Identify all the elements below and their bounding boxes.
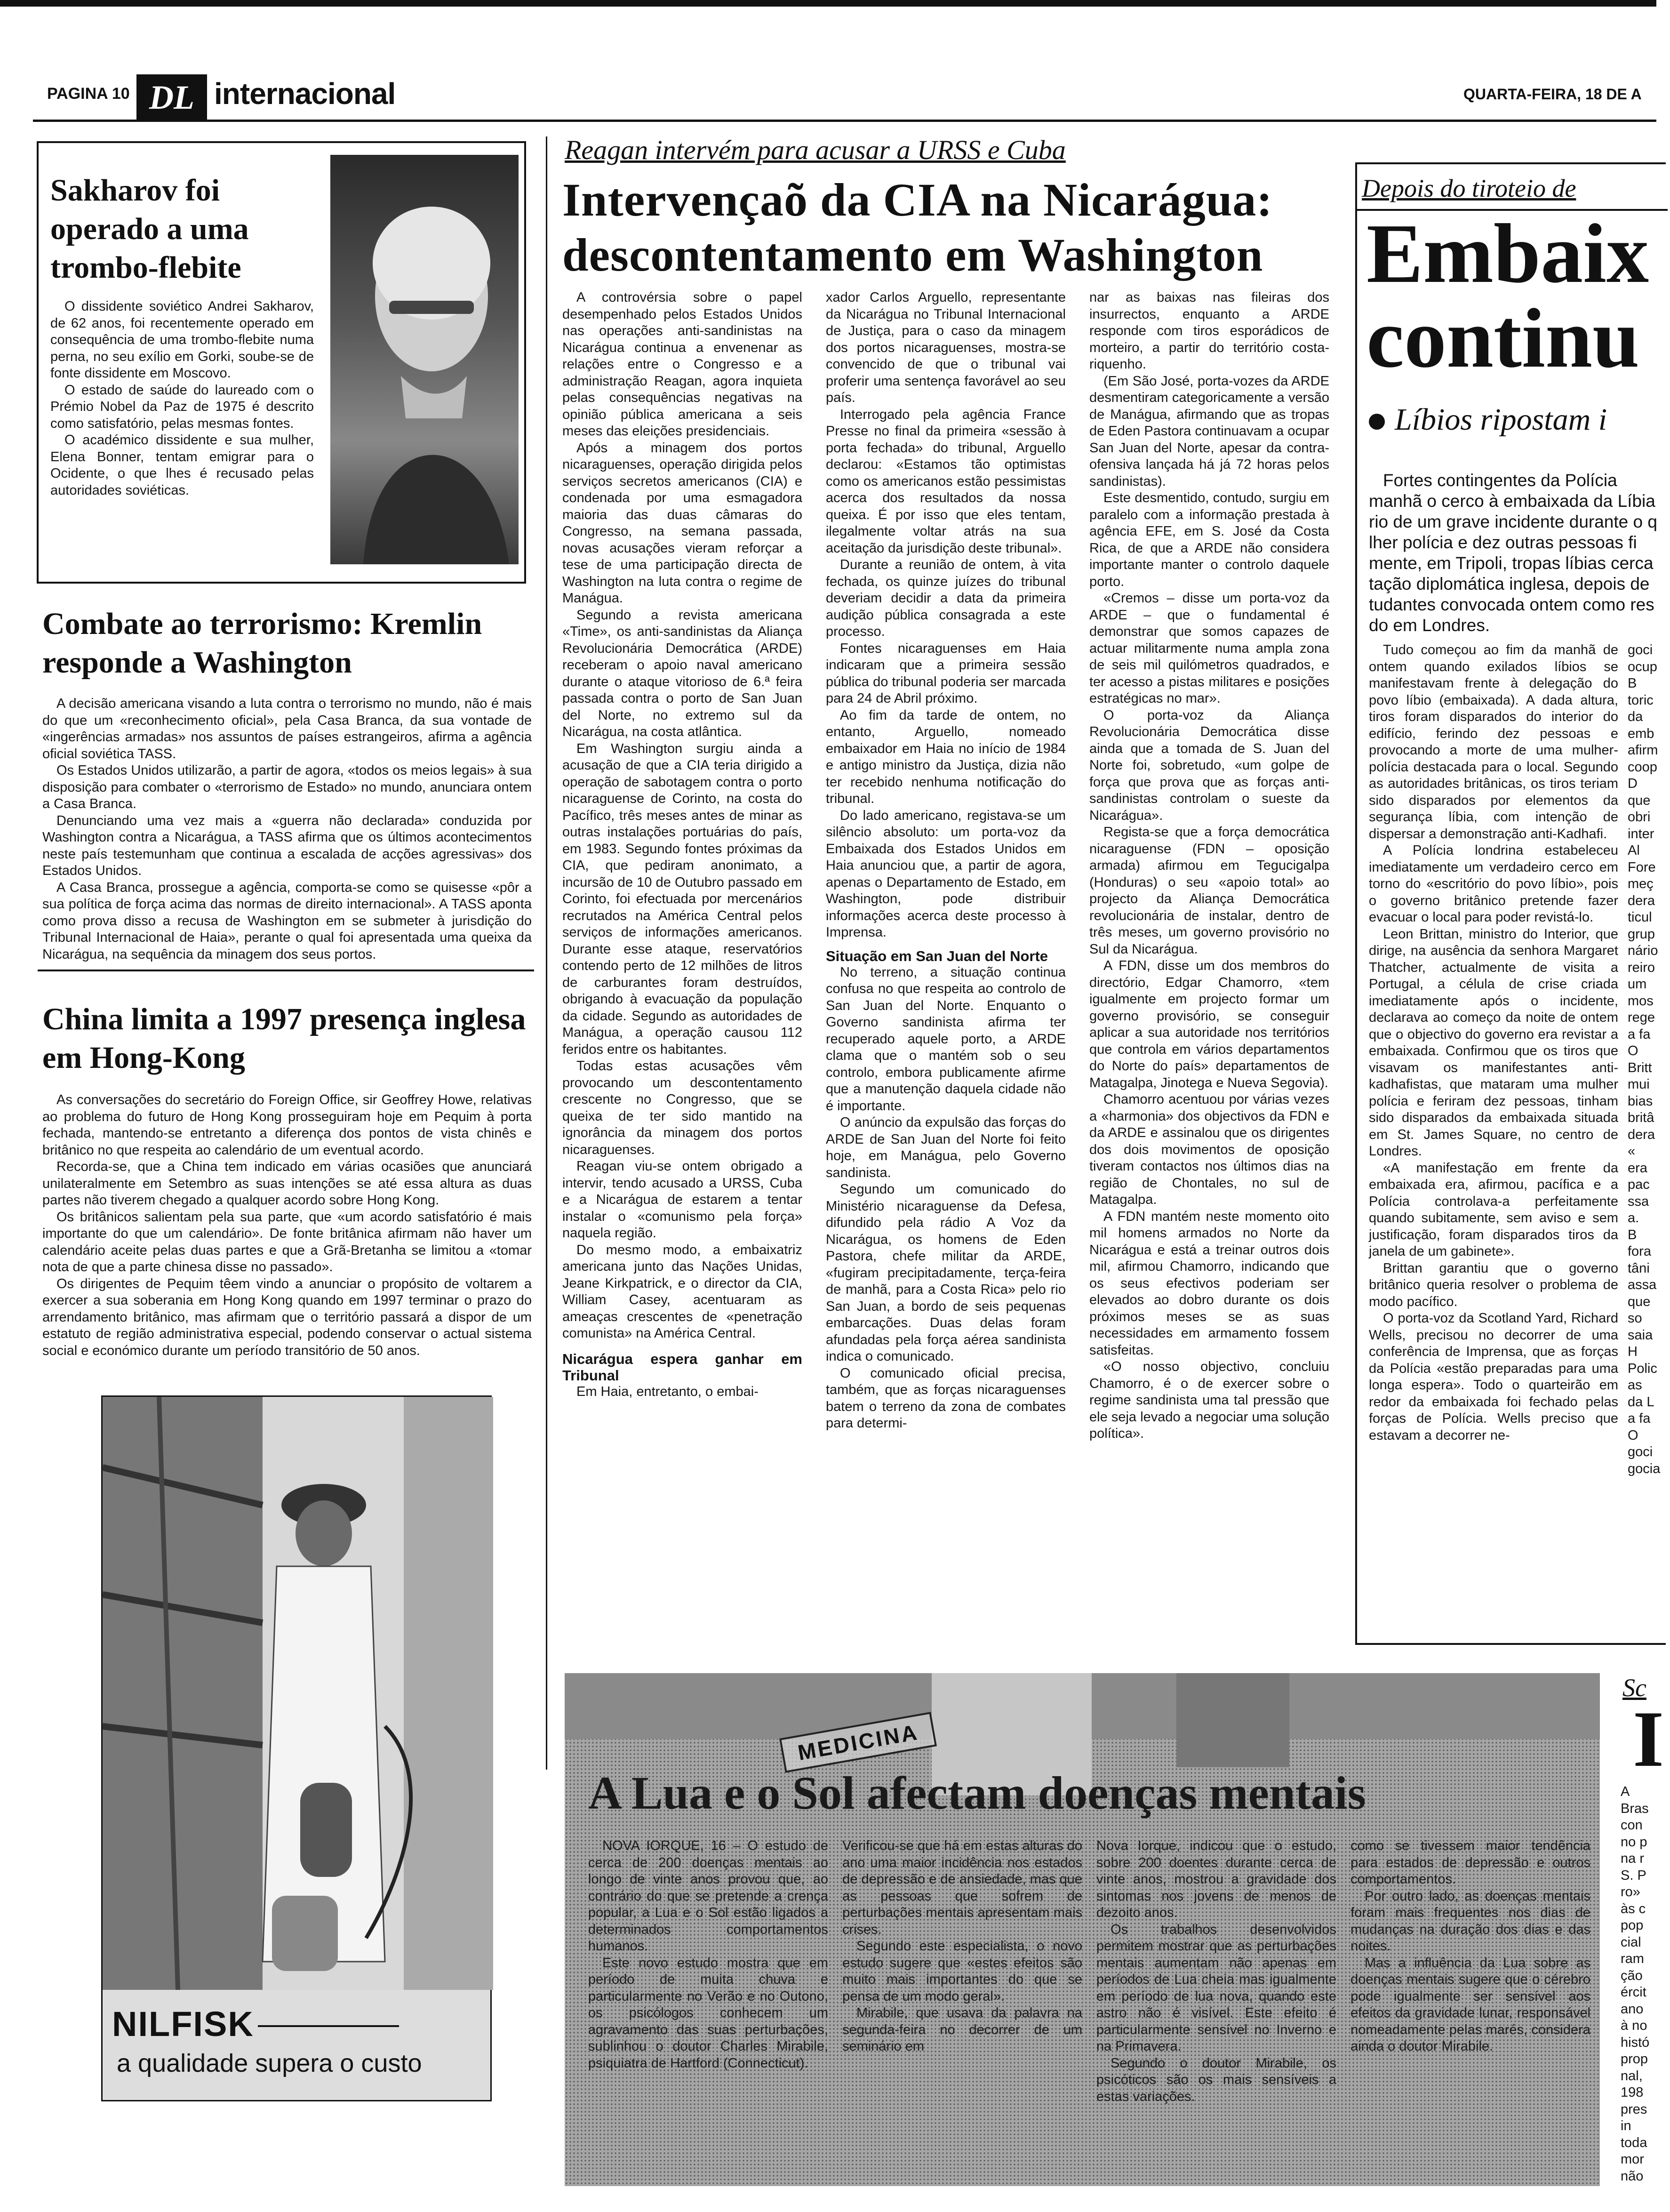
cia-headline-line1: Intervençaõ da CIA na Nicarágua: [562,174,1273,226]
truncated-line: pop [1621,1918,1644,1933]
truncated-line: H [1628,1344,1638,1359]
truncated-line: con [1621,1818,1643,1833]
section-stamp: MEDICINA [779,1712,937,1773]
truncated-line: na r [1621,1851,1644,1866]
truncated-line: S. P [1621,1867,1646,1883]
truncated-line: a fa [1628,1411,1651,1426]
terrorismo-paragraph: Denunciando uma vez mais a «guerra não declarada» conduzida por Washington contra a Nicarágua, a TASS afirma que os últimos acontecimentos neste país testemunham que continua a escalada de acções agressivas» dos Estados Unidos. [42,813,532,878]
truncated-line: tâni [1628,1260,1650,1276]
embaixada-box [1355,162,1666,1645]
embaixada-column-1 [1369,642,1618,1635]
lead-line: lher polícia e dez outras pessoas fi [1369,533,1637,552]
embaixada-kicker: Depois do tiroteio de [1362,174,1576,202]
lead-line: do em Londres. [1369,616,1490,635]
truncated-line: nário [1628,943,1658,958]
truncated-line: « [1628,1144,1636,1159]
truncated-line: que [1628,1294,1651,1309]
cia-paragraph: Este desmentido, contudo, surgiu em paralelo com a informação prestada à agência EFE, em S. José da Costa Rica, de que a ARDE não considera importante manter o controlo daquele porto. [1089,490,1329,589]
lead-line: mente, em Tripoli, tropas líbias cerca [1369,553,1654,573]
lua-column-2 [842,1838,1082,2177]
truncated-line: gocia [1628,1461,1661,1476]
truncated-line: ticul [1628,910,1652,925]
lead-line: tação diplomática inglesa, depois de [1369,574,1650,593]
truncated-line: Polic [1628,1361,1657,1376]
embaixada-subtitle: Líbios ripostam i [1395,402,1607,437]
lead-line: tudantes convocada ontem como res [1369,595,1654,614]
truncated-line: meç [1628,876,1654,891]
sakharov-body [50,298,314,578]
truncated-line: a fa [1628,1026,1651,1042]
truncated-line: D [1628,776,1638,791]
truncated-line: grup [1628,926,1655,942]
truncated-line: B [1628,1227,1637,1242]
cia-paragraph: Em Washington surgiu ainda a acusação de que a CIA teria dirigido a operação de sabotagem contra o porto nicaraguense de Corinto, na costa do Pacífico, três meses antes de minar as outras instalações portuárias do país, em 1983. Segundo fontes próximas da CIA, que pediram anonimato, a incursão de 10 de Outubro passado em Corinto, foi efectuada por mercenários recrutados na América Central pelos serviços de informações americanos. Durante esse ataque, reservatórios contendo perto de 12 milhões de litros de carburantes foram destruídos, obrigando à evacuação da população da cidade. Segundo as autoridades de Manágua, a operação causou 112 feridos entre os habitantes. [562,741,802,1057]
china-paragraph: As conversações do secretário do Foreign Office, sir Geoffrey Howe, relativas ao problema do futuro de Hong Kong prosseguiram hoje em Pequim à porta fechada, mantendo-se entretanto a diferença dos pontos de vista chinês e britânico no que respeita ao calendário de um eventual acordo. [42,1092,532,1158]
cia-headline-line2: descontentamento em Washington [562,229,1263,281]
right-text-column [1621,1784,1658,2188]
china-paragraph: Os dirigentes de Pequim têem vindo a anunciar o propósito de voltarem a exercer a sua soberania em Hong Kong quando em 1997 terminar o prazo do arrendamento britânico, mas afirmam que o território passará a dispor de um estatuto de região administrativa especial, podendo conservar o actual sistema social e económico durante um período transitório de 50 anos. [42,1276,532,1358]
cia-paragraph: Do mesmo modo, a embaixatriz americana junto das Nações Unidas, Jeane Kirkpatrick, e o director da CIA, William Casey, acentuaram as ameaças crescentes de «penetração comunista» na América Central. [562,1242,802,1341]
cia-paragraph: xador Carlos Arguello, representante da Nicarágua no Tribunal Internacional de Justiça, para o caso da minagem dos portos nicaraguenses, mostra-se convencido de que o tribunal vai proferir uma sentença favorável ao seu país. [826,290,1066,405]
embaixada-headline-line1: Embaix [1366,207,1649,300]
truncated-line: era [1628,1160,1647,1176]
cia-paragraph: Segundo um comunicado do Ministério nicaraguense da Defesa, difundido pela rádio A Voz da Nicarágua, os homens de Eden Pastora, chefe militar da ARDE, «fugiram precipitadamente, terça-feira de manhã, para a Costa Rica» pelo rio San Juan, a bordo de seis pequenas embarcações. Duas delas foram afundadas pela força aérea sandinista indica o comunicado. [826,1182,1066,1364]
sakharov-headline: Sakharov foi operado a uma trombo-flebite [50,173,249,285]
nilfisk-ad [101,1395,492,2101]
embaixada-paragraph: Tudo começou ao fim da manhã de ontem quando exilados líbios se manifestavam frente à delegação do povo líbio (embaixada). A dada altura, tiros foram disparados do interior do edifício, ferindo dez pessoas e provocando a morte de uma mulher-polícia destacada para o local. Segundo as autoridades britânicas, os tiros teriam sido disparados por elementos da segurança líbia, com intenção de dispersar a demonstração anti-Kadhafi. [1369,642,1618,842]
china-paragraph: Os britânicos salientam pela sua parte, que «um acordo satisfatório é mais importante do que um calendário». De fonte britânica afirmam não haver um calendário aceite pelas duas partes e que a Grã-Bretanha se limitou a «tomar nota de que a parte chinesa disse no passado». [42,1209,532,1274]
ad-photo [103,1397,493,1990]
china-paragraph: Recorda-se, que a China tem indicado em várias ocasiões que anunciará unilateralmente em Setembro as suas intenções se até essa altura as duas partes não tiverem chegado a qualquer acordo sobre Hong Kong. [42,1159,532,1208]
sakharov-paragraph: O estado de saúde do laureado com o Prémio Nobel da Paz de 1975 é descrito como satisfatório, pelas mesmas fontes. [50,382,314,431]
cia-column-3 [1089,289,1329,1635]
cia-paragraph: O anúncio da expulsão das forças do ARDE de San Juan del Norte foi feito hoje, em Manágua, pelo Governo sandinista. [826,1115,1066,1180]
truncated-line: ércit [1621,1985,1646,2000]
right-headline: I [1633,1695,1664,1783]
cia-paragraph: A FDN mantém neste momento oito mil homens armados no Norte da Nicarágua e está a treinar outros dois mil, afirmou Chamorro, indicando que os seus efectivos poderiam ser elevados ao dobro durante os dois próximos meses se as suas necessidades em armamento fossem satisfeitas. [1089,1209,1329,1358]
ad-brand: NILFISK [112,2004,254,2044]
cia-paragraph: Segundo a revista americana «Time», os anti-sandinistas da Aliança Revolucionária Democrática (ARDE) receberam o apoio naval americano durante o ataque vitorioso de 6.ª feira passada contra o porto de San Juan del Norte, no extremo sul da Nicarágua, na costa atlântica. [562,607,802,739]
terrorismo-paragraph: A Casa Branca, prossegue a agência, comporta-se como se quisesse «pôr a sua política de força acima das normas de direito internacional». A TASS aponta como prova disso a recusa de Washington em se submeter à jurisdição do Tribunal Internacional de Haia», perante o qual foi apresentada uma queixa da Nicarágua, na sequência da minagem dos seus portos. [42,880,532,962]
truncated-line: ção [1621,1968,1643,1983]
truncated-line: pac [1628,1177,1650,1192]
truncated-line: O [1628,1427,1638,1443]
terrorismo-body [42,696,532,962]
cia-subhead: Nicarágua espera ganhar em Tribunal [562,1350,802,1384]
truncated-line: da [1628,709,1643,724]
cia-paragraph: Do lado americano, registava-se um silêncio absoluto: um porta-voz da Embaixada dos Estados Unidos em Haia anunciou que, a partir de agora, apenas o Departamento de Estado, em Washington, pode distribuir informações acerca deste processo à Imprensa. [826,808,1066,940]
truncated-line: assa [1628,1277,1657,1292]
truncated-line: reiro [1628,960,1655,975]
page-number: PAGINA 10 [47,85,130,103]
truncated-line: O [1628,1043,1638,1058]
truncated-line: ano [1621,2001,1644,2017]
truncated-line: às c [1621,1901,1646,1916]
truncated-line: mos [1628,993,1654,1009]
truncated-line: um [1628,977,1647,992]
truncated-line: pres [1621,2101,1647,2117]
china-headline: China limita a 1997 presença inglesa em Hong-Kong [42,1002,526,1075]
truncated-line: 198 [1621,2085,1644,2100]
right-article [1619,1673,1664,2191]
embaixada-lead [1369,470,1670,636]
lua-paragraph: Nova Iorque, indicou que o estudo, sobre 200 doentes durante cerca de vinte anos, mostrou a gravidade dos sintomas nos jovens de menos de dezoito anos. [1096,1838,1336,1920]
cia-paragraph: Durante a reunião de ontem, à vita fechada, os quinze juízes do tribunal deveriam decidir a data da primeira audição pública consagrada a este processo. [826,557,1066,639]
lead-line: Fortes contingentes da Polícia [1383,471,1617,490]
lua-column-3 [1096,1838,1336,2177]
terrorismo-headline: Combate ao terrorismo: Kremlin responde a Washington [42,607,482,680]
cia-paragraph: Regista-se que a força democrática nicaraguense (FDN – oposição armada) afirmou em Tegucigalpa (Honduras) o seu «apoio total» ao projecto da Aliança Democrática revolucionária de instalar, dentro de três meses, um governo provisório no Sul da Nicarágua. [1089,825,1329,957]
cia-paragraph: nar as baixas nas fileiras dos insurrectos, enquanto a ARDE responde com tiros esporádicos de morteiro, a partir do território costa-riquenho. [1089,290,1329,372]
lua-paragraph: Mas a influência da Lua sobre as doenças mentais sugere que o cérebro pode igualmente ser sensível aos efeitos da gravidade lunar, responsável nomeadamente pelas marés, considera ainda o doutor Mirabile. [1350,1955,1590,2054]
sakharov-paragraph: O dissidente soviético Andrei Sakharov, de 62 anos, foi recentemente operado em consequência de uma trombo-flebite numa perna, no seu exílio em Gorki, soube-se de fonte dissidente em Moscovo. [50,299,314,381]
truncated-line: histó [1621,2035,1650,2050]
embaixada-paragraph: «A manifestação em frente da embaixada era, afirmou, pacífica e a Polícia controlava-a perfeitamente quando subitamente, sem aviso e sem justificação, foram disparados tiros da janela de um gabinete». [1369,1160,1618,1259]
truncated-line: goci [1628,642,1653,657]
truncated-line: B [1628,676,1637,691]
embaixada-bullet-icon [1369,414,1385,430]
truncated-line: rege [1628,1010,1655,1025]
sakharov-paragraph: O académico dissidente e sua mulher, Elena Bonner, tentam emigrar para o Ocidente, o que lhes é recusado pelas autoridades soviéticas. [50,433,314,498]
cia-paragraph: Em Haia, entretanto, o embai- [576,1384,759,1399]
embaixada-paragraph: O porta-voz da Scotland Yard, Richard Wells, precisou no decorrer de uma conferência de Imprensa, que as forças da Polícia «estão preparadas para uma longa espera». Todo o quarteirão em redor da embaixada foi fechado pelas forças de Polícia. Wells preciso que estavam a decorrer ne- [1369,1311,1618,1443]
truncated-line: britâ [1628,1110,1654,1125]
lua-headline: A Lua e o Sol afectam doenças mentais [588,1767,1366,1819]
truncated-line: fora [1628,1244,1651,1259]
embaixada-paragraph: Leon Brittan, ministro do Interior, que dirige, na ausência da senhora Margaret Thatcher, actualmente de visita a Portugal, a célula de crise criada imediatamente após o incidente, declarava ao começo da noite de ontem que o objectivo do governo era revistar a embaixada. Confirmou que os tiros que visavam os manifestantes anti-kadhafistas, que mataram uma mulher polícia e feriram dez pessoas, tinham sido disparados da embaixada situada em St. James Square, no centro de Londres. [1369,926,1618,1159]
truncated-line: in [1621,2118,1631,2133]
truncated-line: da L [1628,1394,1654,1410]
truncated-line: Al [1628,843,1640,858]
cia-paragraph: Interrogado pela agência France Presse no final da primeira «sessão à porta fechada» do tribunal, Arguello declarou: «Estamos tão optimistas como os americanos estão pessimistas acerca dos resultados da nossa queixa. É por isso que eles tentam, ilegalmente voltar atrás na sua aceitação da jurisdição deste tribunal». [826,407,1066,556]
truncated-line: emb [1628,726,1654,741]
truncated-line: coop [1628,759,1657,775]
truncated-line: não [1621,2168,1644,2184]
truncated-line: saia [1628,1327,1653,1343]
truncated-line: as [1628,1378,1642,1393]
truncated-line: mor [1621,2152,1644,2167]
cia-paragraph: Chamorro acentuou por várias vezes a «harmonia» dos objectivos da FDN e da ARDE e assinalou que os dirigentes dos dois movimentos de oposição tiveram contactos nos últimos dias na região de Chontales, no sul de Matagalpa. [1089,1092,1329,1207]
cia-paragraph: Após a minagem dos portos nicaraguenses, operação dirigida pelos serviços secretos americanos (CIA) e condenada por uma esmagadora maioria das duas câmaras do Congresso, na semana passada, novas acusações vieram reforçar a tese de uma participação directa de Washington na luta contra o regime de Manágua. [562,440,802,606]
truncated-line: obri [1628,809,1651,825]
truncated-line: afirm [1628,743,1658,758]
lua-paragraph: Por outro lado, as doenças mentais foram mais frequentes nos dias de mudanças na duração dos dias e das noites. [1350,1888,1590,1954]
cia-paragraph: No terreno, a situação continua confusa no que respeita ao controlo de San Juan del Norte. Enquanto o Governo sandinista afirma ter recuperado aquele porto, a ARDE clama que o mantém sob o seu controlo, embora publicamente afirme que a manutenção daquela cidade não é importante. [826,964,1066,1114]
lua-paragraph: Verificou-se que há em estas alturas do ano uma maior incidência nos estados de depressão e de ansiedade, mas que as pessoas que sofrem de perturbações mentais apresentam mais crises. [842,1838,1082,1937]
ad-slogan: a qualidade supera o custo [117,2049,422,2077]
terrorismo-paragraph: A decisão americana visando a luta contra o terrorismo no mundo, não é mais do que um «reconhecimento oficial», pela Casa Branca, da sua vontade de «ingerências armadas» nos assuntos de países estrangeiros, afirma a agência oficial soviética TASS. [42,696,532,761]
lead-line: rio de um grave incidente durante o q [1369,512,1657,531]
cia-paragraph: Reagan viu-se ontem obrigado a intervir, tendo acusado a URSS, Cuba e a Nicarágua de estarem a tentar instalar o «comunismo pela força» naquela região. [562,1159,802,1241]
cia-paragraph: Fontes nicaraguenses em Haia indicaram que a primeira sessão pública do tribunal poderia ser marcada para 24 de Abril próximo. [826,641,1066,706]
lua-paragraph: Os trabalhos desenvolvidos permitem mostrar que as perturbações mentais aumentam não apenas em períodos de Lua cheia mas igualmente em período de lua nova, quando este astro não é visível. Este efeito é particularmente sensível no Inverno e na Primavera. [1096,1922,1336,2054]
lua-column-4 [1350,1838,1590,2177]
truncated-line: so [1628,1311,1642,1326]
terrorismo-paragraph: Os Estados Unidos utilizarão, a partir de agora, «todos os meios legais» à sua disposição para combater o «terrorismo de Estado» no mundo, anunciara ontem a Casa Branca. [42,763,532,811]
truncated-line: bias [1628,1093,1653,1109]
cia-paragraph: «Cremos – disse um porta-voz da ARDE – que o fundamental é demonstrar que somos capazes de actuar militarmente numa ampla zona de seis mil quilómetros quadrados, e ter acesso a pistas militares e posições estratégicas no mar». [1089,591,1329,706]
truncated-line: inter [1628,826,1654,842]
truncated-line: que [1628,793,1651,808]
china-body [42,1092,532,1358]
cia-paragraph: (Em São José, porta-vozes da ARDE desmentiram categoricamente a versão de Manágua, afirmando que as tropas de Eden Pastora continuavam a ocupar San Juan del Norte, apesar da contra-ofensiva lançada há já 72 horas pelos sandinistas). [1089,373,1329,489]
truncated-line: mui [1628,1077,1650,1092]
truncated-line: ocup [1628,659,1657,674]
lua-paragraph: Segundo este especialista, o novo estudo sugere que «estes efeitos são muito mais importantes do que se pensa de um modo geral». [842,1939,1082,2004]
section-title: internacional [214,77,396,111]
truncated-line: ram [1621,1951,1644,1966]
cia-subhead: Situação em San Juan del Norte [826,947,1048,964]
logo-glyph: DL [149,79,194,116]
lua-paragraph: como se tivessem maior tendência para estados de depressão e outros comportamentos. [1350,1838,1590,1887]
embaixada-headline-line2: continu [1366,291,1640,385]
embaixada-column-2 [1628,642,1670,1635]
truncated-line: dera [1628,893,1655,908]
lua-column-1 [588,1838,828,2177]
portrait-illustration [330,155,519,564]
truncated-line: dera [1628,1127,1655,1142]
cia-paragraph: O porta-voz da Aliança Revolucionária Democrática disse ainda que a tomada de S. Juan del Norte foi, sobretudo, «um golpe de força que prova que as forças anti-sandinistas controlam o sueste da Nicarágua». [1089,707,1329,823]
cia-paragraph: Todas estas acusações vêm provocando um descontentamento crescente no Congresso, que se queixa de ter sido mantido na ignorância da minagem dos portos nicaraguenses. [562,1058,802,1157]
truncated-line: toda [1621,2135,1647,2150]
lua-sol-article [565,1673,1600,2186]
embaixada-paragraph: A Polícia londrina estabeleceu imediatamente um verdadeiro cerco em torno do «escritório do povo líbio», pois o governo britânico pretende fazer evacuar o local para poder revistá-lo. [1369,843,1618,925]
cia-column-1 [562,289,802,1635]
cia-paragraph: A controvérsia sobre o papel desempenhado pelos Estados Unidos nas operações anti-sandinistas na Nicarágua continua a envenenar as relações entre o Congresso e a administração Reagan, agora inquieta pelas consequências negativas na opinião pública americana a seis meses das eleições presidenciais. [562,290,802,439]
truncated-line: no p [1621,1834,1647,1850]
embaixada-paragraph: Brittan garantiu que o governo britânico queria resolver o problema de modo pacífico. [1369,1260,1618,1309]
cia-paragraph: «O nosso objectivo, concluiu Chamorro, é o de exercer sobre o regime sandinista uma tal pressão que ele seja levado a negociar uma solução política». [1089,1359,1329,1441]
cia-paragraph: Ao fim da tarde de ontem, no entanto, Arguello, nomeado embaixador em Haia no início de 1984 e antigo ministro da Justiça, dizia não ter recebido nenhuma notificação do tribunal. [826,707,1066,806]
truncated-line: A [1621,1784,1630,1799]
cia-paragraph: O comunicado oficial precisa, também, que as forças nicaraguenses batem o terreno da zona de combates para determi- [826,1365,1066,1431]
truncated-line: ssa [1628,1194,1649,1209]
truncated-line: Britt [1628,1060,1652,1075]
truncated-line: nal, [1621,2068,1643,2084]
truncated-line: prop [1621,2052,1648,2067]
lua-paragraph: Segundo o doutor Mirabile, os psicóticos são os mais sensíveis a estas variações. [1096,2055,1336,2104]
cia-paragraph: A FDN, disse um dos membros do directório, Edgar Chamorro, «tem igualmente em projecto formar um governo provisório, se conseguir aplicar a sua autoridade nos territórios que controla em vários departamentos do Norte do país» departamentos de Matagalpa, Jinotega e Nueva Segovia). [1089,958,1329,1090]
right-kicker: Sc [1622,1674,1646,1702]
truncated-line: toric [1628,692,1654,708]
cia-column-2 [826,289,1066,1635]
truncated-line: Bras [1621,1801,1649,1816]
lead-line: manhã o cerco à embaixada da Líbia [1369,491,1655,511]
newspaper-logo [136,74,207,120]
truncated-line: ro» [1621,1884,1640,1899]
truncated-line: cial [1621,1934,1641,1950]
truncated-line: a. [1628,1210,1639,1226]
lua-paragraph: Este novo estudo mostra que em período de muita chuva e particularmente no Verão e no Outono, os psicólogos conhecem um agravamento das suas perturbações, sublinhou o doutor Charles Mirabile, psiquiatra de Hartford (Connecticut). [588,1955,828,2071]
page-date: QUARTA-FEIRA, 18 DE A [1463,86,1642,103]
sakharov-photo [330,155,519,564]
truncated-line: Fore [1628,859,1656,875]
truncated-line: goci [1628,1444,1653,1459]
lua-paragraph: Mirabile, que usava da palavra na segunda-feira no decorrer de um seminário em [842,2005,1082,2054]
lua-paragraph: NOVA IORQUE, 16 – O estudo de cerca de 200 doenças mentais ao longo de vinte anos provou que, ao contrário do que se pretende a crença popular, a Lua e o Sol estão ligados a determinados comportamentos humanos. [588,1838,828,1954]
cia-kicker: Reagan intervém para acusar a URSS e Cuba [565,135,1066,165]
sakharov-box [37,141,526,584]
truncated-line: à no [1621,2018,1647,2033]
